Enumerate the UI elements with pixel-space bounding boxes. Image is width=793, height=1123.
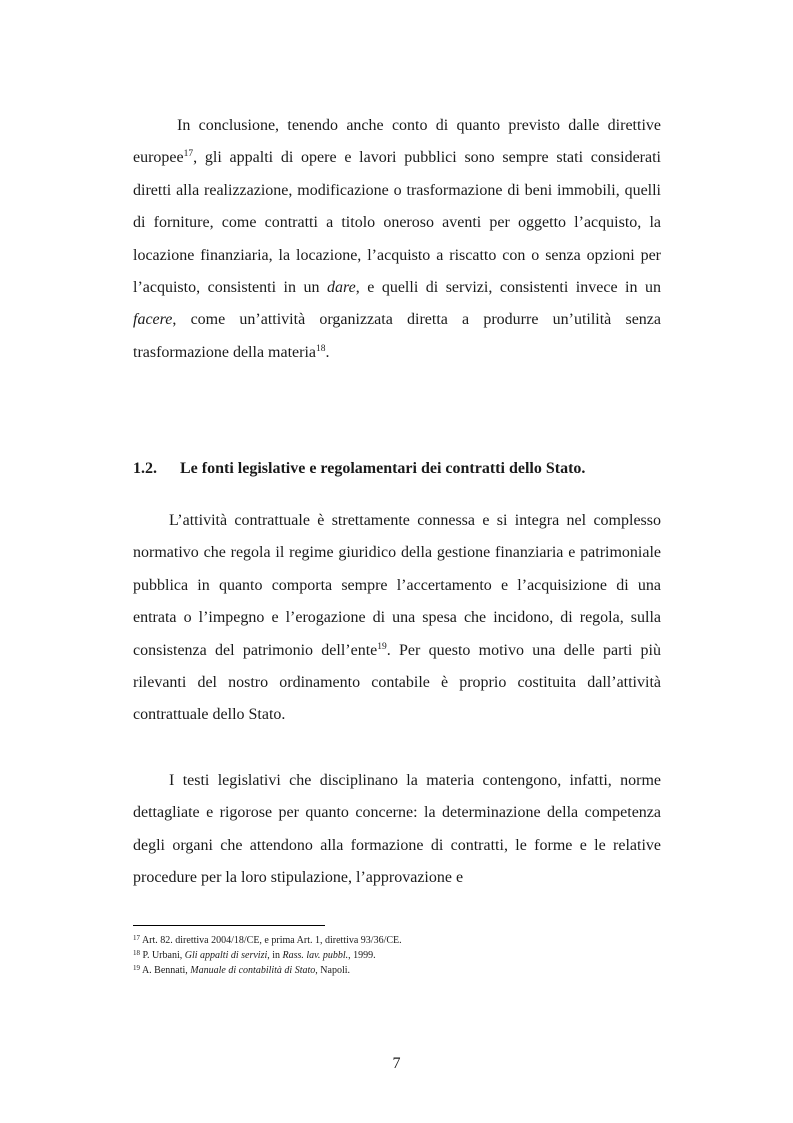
- footnote-reference-17[interactable]: 17: [183, 149, 194, 160]
- paragraph-text: , gli appalti di opere e lavori pubblici sono sempre stati considerati diretti alla realizzazione, modificazione o trasformazione di beni immobili, quelli di forniture, come contratti a titolo oneroso aventi per oggetto l’acquisto, la locazione finanziaria, la locazione, l’acquisto a riscatto con o senza opzioni per l’acquisto, consistenti in un: [133, 149, 661, 297]
- footnote-number: 19: [133, 964, 140, 972]
- footnote-text: , 1999.: [348, 950, 376, 961]
- section-number: 1.2.: [133, 460, 157, 477]
- footnote-italic-journal: Rass. lav. pubbl.: [282, 950, 349, 961]
- paragraph-contractual-activity: [133, 505, 661, 732]
- footnote-text: Art. 82. direttiva 2004/18/CE, e prima Art. 1, direttiva 93/36/CE.: [140, 935, 402, 946]
- footnote-reference-19[interactable]: 19: [377, 641, 387, 652]
- footnote-19: [133, 963, 693, 978]
- page-number: 7: [392, 1055, 401, 1072]
- paragraph-conclusion: [133, 110, 661, 369]
- paragraph-text: . Per questo motivo una delle parti più rilevanti del nostro ordinamento contabile è proprio costituita dall’attività contrattuale dello Stato.: [133, 641, 661, 724]
- footnote-text: , in: [267, 950, 283, 961]
- footnote-number: 17: [133, 934, 140, 942]
- italic-term-dare: dare: [326, 279, 356, 297]
- paragraph-text: L’attività contrattuale è strettamente connessa e si integra nel complesso normativo che regola il regime giuridico della gestione finanziaria e patrimoniale pubblica in quanto comporta sempre l’accertamento e l’acquisizione di una entrata o l’impegno e l’erogazione di una spesa che incidono, di regola, sulla consistenza del patrimonio dell’ente: [133, 512, 661, 659]
- section-title: Le fonti legislative e regolamentari dei contratti dello Stato.: [180, 460, 586, 477]
- footnote-17: [133, 933, 693, 948]
- section-heading: [133, 453, 693, 485]
- footnotes: [133, 933, 693, 978]
- paragraph-text: I testi legislativi che disciplinano la materia contengono, infatti, norme dettagliate e rigorose per quanto concerne: la determinazione della competenza degli organi che attendono alla formazione di contratti, le forme e le relative procedure per la loro stipulazione, l’approvazione e: [133, 772, 661, 887]
- paragraph-text: , come un’attività organizzata diretta a produrre un’utilità senza trasformazione della materia: [133, 311, 661, 361]
- italic-term-facere: facere: [133, 311, 173, 329]
- paragraph-legislative-texts: [133, 765, 661, 895]
- footnote-italic-title: Manuale di contabilità di Stato: [190, 965, 316, 976]
- footnote-separator: [133, 925, 325, 926]
- footnote-text: P. Urbani,: [140, 950, 185, 961]
- footnote-text: , Napoli.: [315, 965, 350, 976]
- footnote-italic-title: Gli appalti di servizi: [184, 950, 268, 961]
- footnote-number: 18: [133, 949, 140, 957]
- footnote-text: A. Bennati,: [140, 965, 191, 976]
- footnote-reference-18[interactable]: 18: [316, 343, 326, 354]
- footnote-18: [133, 948, 693, 963]
- paragraph-text: .: [325, 343, 330, 361]
- paragraph-text: , e quelli di servizi, consistenti invece in un: [355, 279, 661, 297]
- paragraph-text: In conclusione, tenendo anche conto di quanto previsto dalle direttive europee: [133, 117, 661, 167]
